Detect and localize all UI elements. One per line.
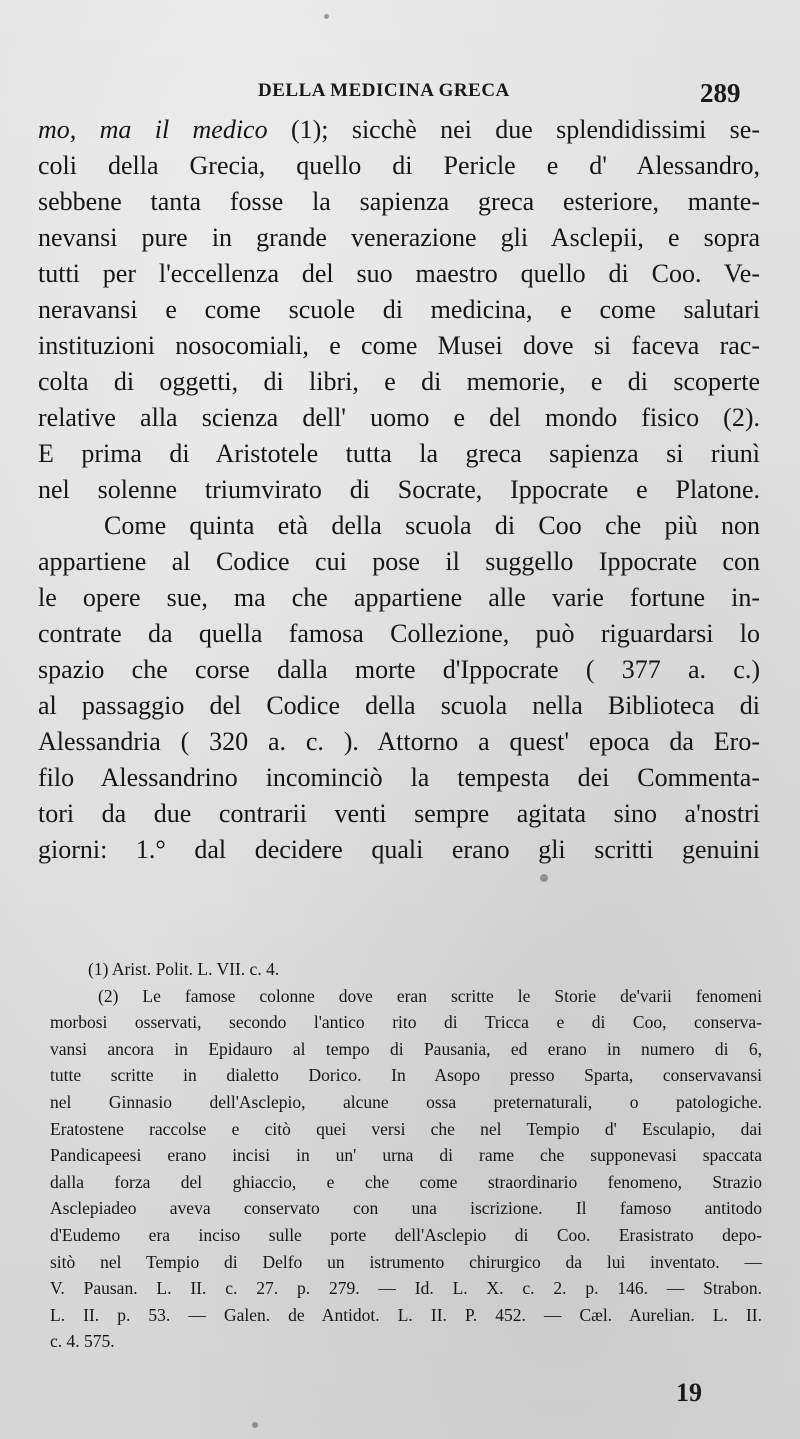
page-number: 289 (700, 78, 741, 108)
footnote-line: vansi ancora in Epidauro al tempo di Pausania, ed erano in numero di 6, (50, 1038, 762, 1059)
text-line (38, 112, 760, 148)
footnote-line: dalla forza del ghiaccio, e che come straordinario fenomeno, Strazio (50, 1171, 762, 1192)
text-line (38, 472, 760, 508)
text-line (38, 832, 760, 868)
text-run: le opere sue, ma che appartiene alle varie fortune in- (38, 583, 760, 612)
text-run: tutti per l'eccellenza del suo maestro quello di Coo. Ve- (38, 259, 760, 288)
footnote-line: (2) Le famose colonne dove eran scritte le Storie de'varii fenomeni (98, 985, 762, 1006)
signature-mark: 19 (676, 1378, 702, 1407)
text-run: sebbene tanta fosse la sapienza greca esteriore, mante- (38, 187, 760, 216)
text-run: filo Alessandrino incominciò la tempesta dei Commenta- (38, 763, 760, 792)
footnote-line: V. Pausan. L. II. c. 27. p. 279. — Id. L. X. c. 2. p. 146. — Strabon. (50, 1278, 762, 1299)
ink-speck (252, 1422, 258, 1428)
footnote-line: tutte scritte in dialetto Dorico. In Asopo presso Sparta, conservavansi (50, 1065, 762, 1086)
footnote-line: sitò nel Tempio di Delfo un istrumento chirurgico da lui inventato. — (50, 1251, 762, 1272)
text-run: nevansi pure in grande venerazione gli Asclepii, e sopra (38, 223, 760, 252)
text-run: E prima di Aristotele tutta la greca sapienza si riunì (38, 439, 760, 468)
text-line (38, 292, 760, 328)
text-line (38, 508, 760, 544)
footnote-line: morbosi osservati, secondo l'antico rito di Tricca e di Coo, conserva- (50, 1012, 762, 1033)
text-line (38, 688, 760, 724)
ink-speck (540, 874, 548, 882)
text-run: relative alla scienza dell' uomo e del mondo fisico (2). (38, 403, 760, 432)
text-line (38, 796, 760, 832)
text-line (38, 652, 760, 688)
text-run: al passaggio del Codice della scuola nella Biblioteca di (38, 691, 760, 720)
text-run: Alessandria ( 320 a. c. ). Attorno a quest' epoca da Ero- (38, 727, 760, 756)
footnote-line: nel Ginnasio dell'Asclepio, alcune ossa preternaturali, o patologiche. (50, 1091, 762, 1112)
ink-speck (324, 14, 329, 19)
text-line (38, 184, 760, 220)
text-line (38, 400, 760, 436)
text-line (38, 436, 760, 472)
footnote-line: Asclepiadeo aveva conservato con una iscrizione. Il famoso antitodo (50, 1198, 762, 1219)
main-text (38, 112, 760, 868)
text-line (38, 256, 760, 292)
footnote-line: L. II. p. 53. — Galen. de Antidot. L. II. P. 452. — Cæl. Aurelian. L. II. (50, 1304, 762, 1325)
text-run: neravansi e come scuole di medicina, e come salutari (38, 295, 760, 324)
footnote-line: d'Eudemo era inciso sulle porte dell'Asclepio di Coo. Erasistrato depo- (50, 1224, 762, 1245)
text-line (38, 148, 760, 184)
text-run: giorni: 1.° dal decidere quali erano gli scritti genuini (38, 835, 760, 864)
running-head (0, 78, 800, 106)
text-line (38, 760, 760, 796)
running-title: DELLA MEDICINA GRECA (258, 80, 510, 101)
footnote-line: Pandicapeesi erano incisi in un' urna di rame che supponevasi spaccata (50, 1145, 762, 1166)
text-run: tori da due contrarii venti sempre agitata sino a'nostri (38, 799, 760, 828)
text-line (38, 724, 760, 760)
text-line (38, 544, 760, 580)
text-run: spazio che corse dalla morte d'Ippocrate ( 377 a. c.) (38, 655, 760, 684)
text-run: appartiene al Codice cui pose il suggello Ippocrate con (38, 547, 760, 576)
text-line (38, 364, 760, 400)
footnote-line: c. 4. 575. (50, 1331, 115, 1352)
text-line (38, 328, 760, 364)
text-run: coli della Grecia, quello di Pericle e d' Alessandro, (38, 151, 760, 180)
text-run: (1); sicchè nei due splendidissimi se- (267, 115, 760, 144)
italic-phrase: mo, ma il medico (38, 115, 268, 144)
text-run: contrate da quella famosa Collezione, può riguardarsi lo (38, 619, 760, 648)
footnotes (50, 956, 762, 1355)
text-run: nel solenne triumvirato di Socrate, Ippocrate e Platone. (38, 475, 760, 504)
text-line (38, 616, 760, 652)
text-run: Come quinta età della scuola di Coo che più non (104, 511, 760, 540)
text-line (38, 220, 760, 256)
footnote-line: (1) Arist. Polit. L. VII. c. 4. (88, 959, 280, 979)
text-run: instituzioni nosocomiali, e come Musei dove si faceva rac- (38, 331, 760, 360)
text-line (38, 580, 760, 616)
text-run: colta di oggetti, di libri, e di memorie, e di scoperte (38, 367, 760, 396)
footnote-line: Eratostene raccolse e citò quei versi che nel Tempio d' Esculapio, dai (50, 1118, 762, 1139)
